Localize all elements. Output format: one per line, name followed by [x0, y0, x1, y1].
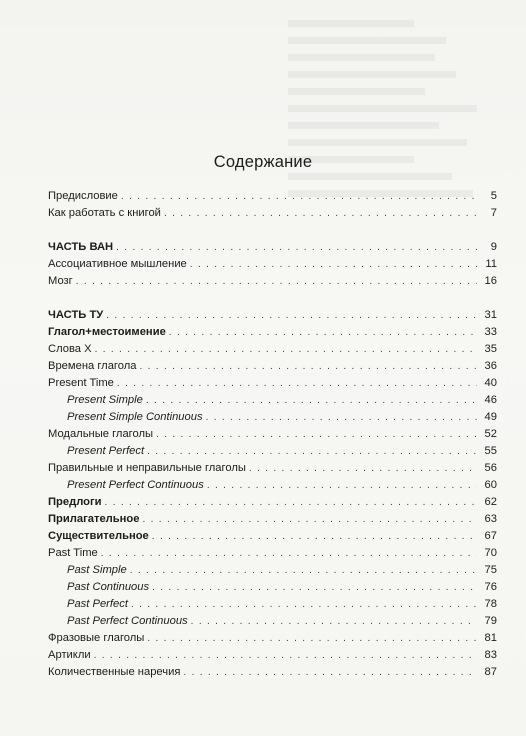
toc-entry-page-number: 7 — [490, 207, 497, 219]
toc-entry-page-number: 70 — [484, 547, 497, 559]
toc-entry — [48, 273, 497, 290]
toc-entry — [48, 307, 497, 324]
toc-entry-label: Past Perfect — [67, 598, 128, 610]
dot-leader — [147, 443, 477, 460]
toc-entry-label: Количественные наречия — [48, 666, 181, 678]
toc-entry-label: Времена глагола — [48, 360, 137, 372]
page-title: Содержание — [213, 153, 313, 171]
toc-entry-label: ЧАСТЬ ТУ — [48, 309, 104, 321]
toc-entry-label: Артикли — [48, 649, 91, 661]
toc-entry — [48, 443, 497, 460]
toc-entry-label: Past Perfect Continuous — [67, 615, 188, 627]
toc-entry-page-number: 16 — [484, 275, 497, 287]
dot-leader — [142, 511, 477, 528]
toc-entry-page-number: 87 — [484, 666, 497, 678]
toc-entry-label: Прилагательное — [48, 513, 140, 525]
dot-leader — [117, 375, 477, 392]
toc-entry-page-number: 31 — [484, 309, 497, 321]
dot-leader — [146, 392, 477, 409]
dot-leader — [76, 273, 477, 290]
toc-entry-label: Как работать с книгой — [48, 207, 161, 219]
dot-leader — [164, 205, 477, 222]
toc-entry — [48, 256, 497, 273]
toc-entry — [48, 358, 497, 375]
toc-entry-page-number: 46 — [484, 394, 497, 406]
dot-leader — [206, 409, 477, 426]
dot-leader — [139, 358, 477, 375]
toc-entry-label: Present Simple — [67, 394, 143, 406]
toc-entry — [48, 341, 497, 358]
toc-entry-label: Past Continuous — [67, 581, 150, 593]
toc-entry-label: Модальные глаголы — [48, 428, 154, 440]
toc-entry-page-number: 67 — [484, 530, 497, 542]
toc-entry-page-number: 60 — [484, 479, 497, 491]
toc-entry — [48, 562, 497, 579]
toc-entry-page-number: 33 — [484, 326, 497, 338]
toc-entry — [48, 511, 497, 528]
toc-entry — [48, 188, 497, 205]
dot-leader — [130, 562, 477, 579]
dot-leader — [95, 341, 477, 358]
toc-entry-label: Предлоги — [48, 496, 102, 508]
dot-leader — [190, 256, 477, 273]
toc-entry-page-number: 83 — [484, 649, 497, 661]
dot-leader — [106, 307, 477, 324]
toc-entry — [48, 409, 497, 426]
section-gap — [48, 222, 497, 239]
dot-leader — [207, 477, 477, 494]
toc-entry-page-number: 79 — [484, 615, 497, 627]
toc-entry-label: Present Perfect — [67, 445, 145, 457]
toc-entry-page-number: 52 — [484, 428, 497, 440]
toc-entry-page-number: 76 — [484, 581, 497, 593]
toc-entry-label: Предисловие — [48, 190, 118, 202]
toc-entry — [48, 528, 497, 545]
dot-leader — [101, 545, 477, 562]
toc-entry-label: Мозг — [48, 275, 73, 287]
dot-leader — [152, 579, 477, 596]
dot-leader — [156, 426, 477, 443]
dot-leader — [147, 630, 477, 647]
dot-leader — [94, 647, 477, 664]
toc-entry — [48, 545, 497, 562]
toc-entry — [48, 426, 497, 443]
dot-leader — [169, 324, 477, 341]
toc-entry — [48, 596, 497, 613]
toc-entry — [48, 324, 497, 341]
toc-entry-page-number: 40 — [484, 377, 497, 389]
toc-entry-label: Present Simple Continuous — [67, 411, 203, 423]
toc-entry-page-number: 75 — [484, 564, 497, 576]
toc-entry-page-number: 81 — [484, 632, 497, 644]
dot-leader — [131, 596, 477, 613]
dot-leader — [121, 188, 477, 205]
toc-entry-label: Past Time — [48, 547, 98, 559]
toc-entry — [48, 494, 497, 511]
toc-entry — [48, 647, 497, 664]
toc-entry-page-number: 5 — [490, 190, 497, 202]
toc-entry — [48, 392, 497, 409]
toc-entry-label: Past Simple — [67, 564, 127, 576]
toc-entry — [48, 205, 497, 222]
dot-leader — [191, 613, 477, 630]
toc-entry-label: Present Time — [48, 377, 114, 389]
section-gap — [48, 290, 497, 307]
dot-leader — [183, 664, 477, 681]
toc-entry — [48, 460, 497, 477]
toc-entry — [48, 239, 497, 256]
dot-leader — [249, 460, 477, 477]
toc-entry-page-number: 11 — [485, 258, 497, 270]
toc-entry-label: Ассоциативное мышление — [48, 258, 187, 270]
toc-entry — [48, 630, 497, 647]
toc-entry-page-number: 35 — [484, 343, 497, 355]
toc-entry-label: Глагол+местоимение — [48, 326, 166, 338]
table-of-contents — [48, 188, 497, 681]
toc-entry-label: Слова Х — [48, 343, 92, 355]
toc-entry-page-number: 55 — [484, 445, 497, 457]
dot-leader — [116, 239, 477, 256]
toc-entry — [48, 477, 497, 494]
toc-entry-page-number: 36 — [484, 360, 497, 372]
toc-entry-page-number: 9 — [490, 241, 497, 253]
toc-entry-label: Фразовые глаголы — [48, 632, 145, 644]
toc-entry-page-number: 56 — [484, 462, 497, 474]
toc-entry — [48, 664, 497, 681]
toc-entry-page-number: 63 — [484, 513, 497, 525]
toc-entry-label: Правильные и неправильные глаголы — [48, 462, 246, 474]
toc-entry-label: ЧАСТЬ ВАН — [48, 241, 114, 253]
toc-entry — [48, 579, 497, 596]
toc-entry-label: Существительное — [48, 530, 149, 542]
dot-leader — [105, 494, 477, 511]
toc-entry-page-number: 78 — [484, 598, 497, 610]
toc-entry — [48, 613, 497, 630]
toc-entry-page-number: 62 — [484, 496, 497, 508]
dot-leader — [152, 528, 477, 545]
toc-entry-page-number: 49 — [484, 411, 497, 423]
toc-entry-label: Present Perfect Continuous — [67, 479, 204, 491]
toc-entry — [48, 375, 497, 392]
